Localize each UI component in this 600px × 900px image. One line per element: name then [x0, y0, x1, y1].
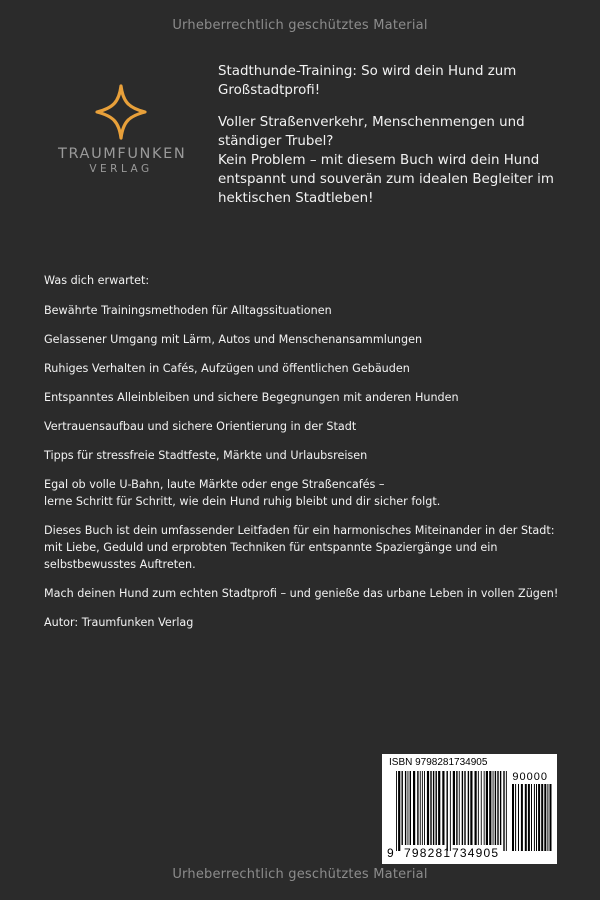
feature-item: Tipps für stressfreie Stadtfeste, Märkte und Urlaubsreisen [44, 449, 368, 462]
barcode-digit-first: 9 [387, 846, 395, 860]
intro-headline: Stadthunde-Training: So wird dein Hund zum Großstadtprofi! [218, 64, 517, 98]
paragraph-guide-line2: mit Liebe, Geduld und erprobten Techniken für entspannte Spaziergänge und ein selbstbewusstes Auftreten. [44, 541, 498, 571]
logo-name: TRAUMFUNKEN [58, 146, 187, 162]
paragraph-guide [44, 522, 564, 573]
barcode-digits-left: 798281 [404, 846, 452, 860]
sparkle-star-icon [95, 84, 147, 140]
feature-item: Vertrauensaufbau und sichere Orientierung in der Stadt [44, 420, 357, 433]
feature-item: Bewährte Trainingsmethoden für Alltagssituationen [44, 304, 332, 317]
author-line: Autor: Traumfunken Verlag [44, 616, 194, 629]
logo-subtitle: VERLAG [89, 163, 153, 175]
feature-item: Gelassener Umgang mit Lärm, Autos und Menschenansammlungen [44, 333, 423, 346]
publisher-logo [58, 84, 187, 175]
expect-label: Was dich erwartet: [44, 274, 150, 287]
closing-line: Mach deinen Hund zum echten Stadtprofi – und genieße das urbane Leben in vollen Zügen! [44, 587, 559, 600]
paragraph-city-line1: Egal ob volle U-Bahn, laute Märkte oder enge Straßencafés – [44, 478, 385, 491]
copyright-watermark-top: Urheberrechtlich geschütztes Material [172, 18, 428, 33]
isbn-label: ISBN 9798281734905 [389, 757, 488, 768]
intro-block [218, 62, 558, 208]
description-block [44, 272, 564, 643]
feature-item: Ruhiges Verhalten in Cafés, Aufzügen und öffentlichen Gebäuden [44, 362, 410, 375]
copyright-watermark-bottom: Urheberrechtlich geschütztes Material [172, 867, 428, 882]
paragraph-guide-line1: Dieses Buch ist dein umfassender Leitfaden für ein harmonisches Miteinander in der Stadt: [44, 524, 555, 537]
price-code: 90000 [512, 771, 548, 783]
feature-item: Entspanntes Alleinbleiben und sichere Begegnungen mit anderen Hunden [44, 391, 459, 404]
paragraph-city-line2: lerne Schritt für Schritt, wie dein Hund ruhig bleibt und dir sicher folgt. [44, 495, 441, 508]
intro-answer: Kein Problem – mit diesem Buch wird dein Hund entspannt und souverän zum idealen Begleiter im hektischen Stadtleben! [218, 153, 554, 206]
paragraph-city [44, 476, 564, 510]
barcode-digits-right: 734905 [452, 846, 500, 860]
isbn-barcode [382, 754, 557, 864]
intro-question: Voller Straßenverkehr, Menschenmengen und ständiger Trubel? [218, 115, 525, 149]
